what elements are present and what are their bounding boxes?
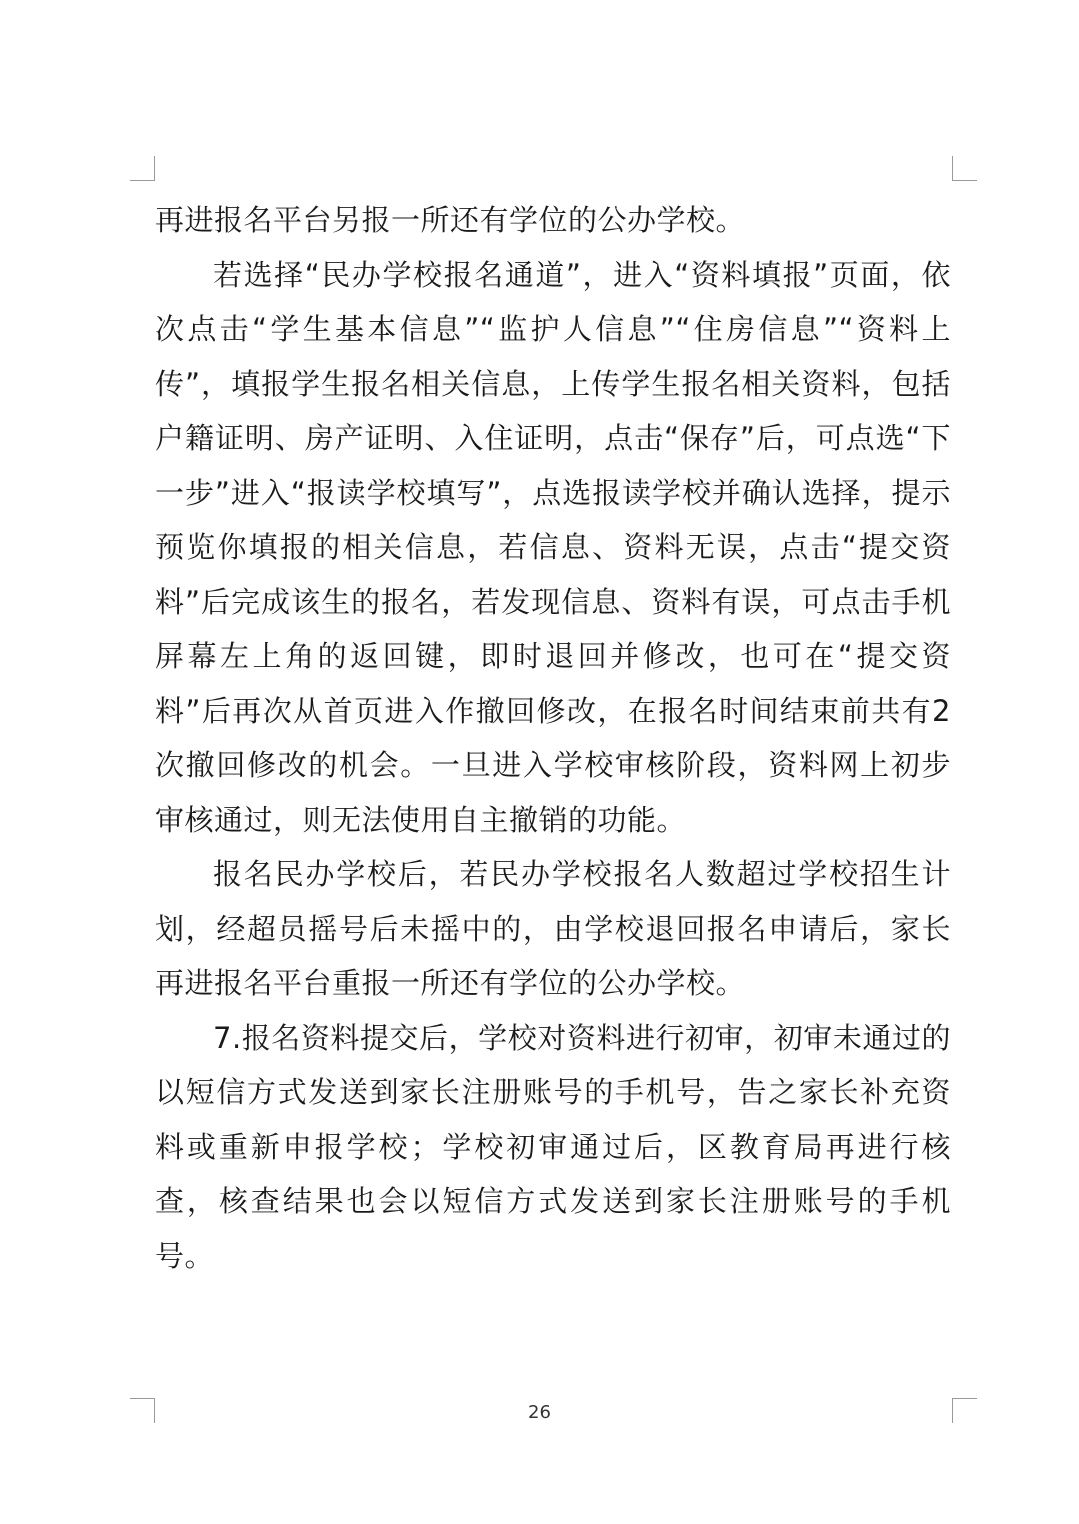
crop-mark-top-right [952,156,977,181]
page-number: 26 [528,1402,551,1423]
body-text [155,193,951,1283]
crop-mark-top-left [130,156,155,181]
paragraph-4: 7.报名资料提交后，学校对资料进行初审，初审未通过的以短信方式发送到家长注册账号的手机号，告之家长补充资料或重新申报学校；学校初审通过后，区教育局再进行核查，核查结果也会以短信方式发送到家长注册账号的手机号。 [155,1020,951,1273]
paragraph-1: 再进报名平台另报一所还有学位的公办学校。 [155,203,746,237]
paragraph-3: 报名民办学校后，若民办学校报名人数超过学校招生计划，经超员摇号后未摇中的，由学校退回报名申请后，家长再进报名平台重报一所还有学位的公办学校。 [155,857,951,1000]
paragraph-2: 若选择“民办学校报名通道”，进入“资料填报”页面，依次点击“学生基本信息”“监护人信息”“住房信息”“资料上传”，填报学生报名相关信息，上传学生报名相关资料，包括户籍证明、房产证明、入住证明，点击“保存”后，可点选“下一步”进入“报读学校填写”，点选报读学校并确认选择，提示预览你填报的相关信息，若信息、资料无误，点击“提交资料”后完成该生的报名，若发现信息、资料有误，可点击手机屏幕左上角的返回键，即时退回并修改，也可在“提交资料”后再次从首页进入作撤回修改，在报名时间结束前共有2次撤回修改的机会。一旦进入学校审核阶段，资料网上初步审核通过，则无法使用自主撤销的功能。 [155,257,951,837]
